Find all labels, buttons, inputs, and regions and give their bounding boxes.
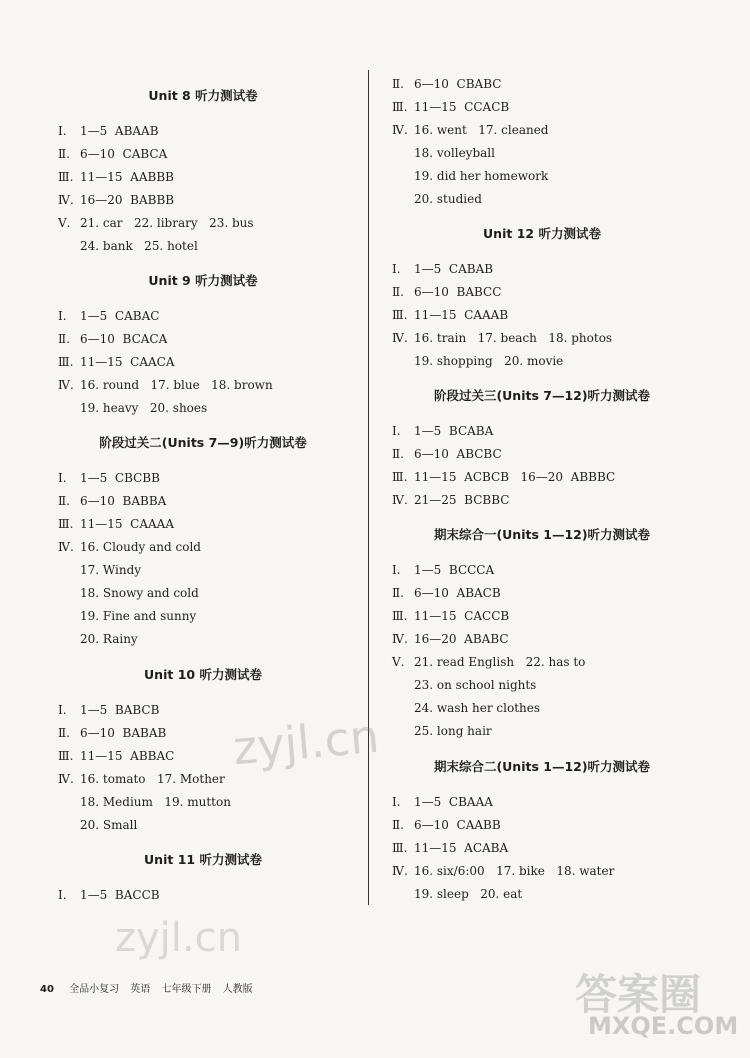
answer-text: 6—10 BABCC xyxy=(414,285,502,299)
section-title: 期末综合二(Units 1—12)听力测试卷 xyxy=(433,759,651,774)
answer-line xyxy=(58,192,174,208)
answer-text: 11—15 CAAAB xyxy=(414,308,509,322)
answer-text: 16. tomato 17. Mother xyxy=(80,772,225,786)
question-group-number: Ⅰ. xyxy=(392,424,401,438)
answer-text: 11—15 CACCB xyxy=(414,609,510,623)
answer-text: 18. volleyball xyxy=(414,146,495,160)
answer-line xyxy=(392,261,493,277)
question-group-number: Ⅰ. xyxy=(392,262,401,276)
answer-text: 6—10 BCACA xyxy=(80,332,168,346)
answer-line xyxy=(414,886,522,902)
question-group-number: Ⅳ. xyxy=(392,864,408,878)
question-group-number: Ⅳ. xyxy=(392,632,408,646)
page-number: 40 xyxy=(40,984,54,995)
answer-text: 23. on school nights xyxy=(414,678,537,692)
question-group-number: Ⅲ. xyxy=(392,470,408,484)
answer-line xyxy=(58,123,159,139)
answer-line xyxy=(414,191,482,207)
answer-text: 11—15 ACBCB 16—20 ABBBC xyxy=(414,470,616,484)
answer-text: 25. long hair xyxy=(414,724,492,738)
answer-text: 21. read English 22. has to xyxy=(414,655,586,669)
question-group-number: Ⅳ. xyxy=(392,331,408,345)
question-group-number: Ⅱ. xyxy=(392,77,404,91)
question-group-number: Ⅱ. xyxy=(58,726,70,740)
answer-line xyxy=(58,146,167,162)
answer-line xyxy=(58,516,174,532)
answer-line xyxy=(392,585,501,601)
column-divider xyxy=(368,70,369,905)
answer-text: 16—20 BABBB xyxy=(80,193,175,207)
question-group-number: Ⅲ. xyxy=(392,308,408,322)
answer-line xyxy=(414,723,492,739)
answer-text: 16—20 ABABC xyxy=(414,632,509,646)
question-group-number: Ⅰ. xyxy=(58,888,67,902)
answer-text: 1—5 CBAAA xyxy=(414,795,493,809)
answer-text: 20. Small xyxy=(80,818,138,832)
answer-line xyxy=(392,76,501,92)
answer-line xyxy=(80,400,207,416)
watermark-mxqe: MXQE.COM xyxy=(588,1012,739,1040)
section-title: Unit 12 听力测试卷 xyxy=(483,226,601,241)
grade-name: 七年级下册 xyxy=(161,984,212,995)
answer-line xyxy=(414,168,548,184)
answer-line xyxy=(392,817,501,833)
answer-text: 11—15 CCACB xyxy=(414,100,510,114)
answer-line xyxy=(392,122,549,138)
answer-text: 6—10 ABACB xyxy=(414,586,501,600)
answer-line xyxy=(392,307,508,323)
edition-name: 人教版 xyxy=(222,984,253,995)
answer-text: 11—15 CAACA xyxy=(80,355,175,369)
answer-text: 21—25 BCBBC xyxy=(414,493,510,507)
answer-line xyxy=(58,470,160,486)
answer-line xyxy=(392,284,501,300)
answer-line xyxy=(392,330,612,346)
answer-line xyxy=(392,99,509,115)
question-group-number: Ⅳ. xyxy=(392,123,408,137)
answer-text: 16. six/6:00 17. bike 18. water xyxy=(414,864,615,878)
answer-line xyxy=(414,700,540,716)
answer-line xyxy=(392,469,615,485)
question-group-number: Ⅲ. xyxy=(392,609,408,623)
answer-line xyxy=(58,377,273,393)
question-group-number: Ⅱ. xyxy=(58,332,70,346)
answer-text: 20. Rainy xyxy=(80,632,138,646)
answer-line xyxy=(58,748,174,764)
answer-text: 19. sleep 20. eat xyxy=(414,887,523,901)
answer-line xyxy=(392,794,493,810)
answer-line xyxy=(58,215,254,231)
answer-line xyxy=(392,492,509,508)
answer-line xyxy=(58,331,167,347)
question-group-number: Ⅱ. xyxy=(58,147,70,161)
answer-line xyxy=(58,771,225,787)
answer-text: 18. Medium 19. mutton xyxy=(80,795,231,809)
section-title: 阶段过关三(Units 7—12)听力测试卷 xyxy=(433,388,651,403)
page-footer xyxy=(40,980,261,995)
answer-text: 17. Windy xyxy=(80,563,142,577)
question-group-number: Ⅰ. xyxy=(58,471,67,485)
question-group-number: Ⅲ. xyxy=(58,170,74,184)
question-group-number: Ⅱ. xyxy=(392,586,404,600)
question-group-number: Ⅱ. xyxy=(392,818,404,832)
question-group-number: Ⅴ. xyxy=(392,655,405,669)
answer-text: 6—10 CAABB xyxy=(414,818,501,832)
answer-text: 24. bank 25. hotel xyxy=(80,239,198,253)
answer-line xyxy=(392,840,508,856)
answer-text: 11—15 AABBB xyxy=(80,170,174,184)
answer-line xyxy=(392,608,509,624)
answer-line xyxy=(80,794,231,810)
subject-name: 英语 xyxy=(130,984,151,995)
question-group-number: Ⅳ. xyxy=(58,193,74,207)
answer-text: 1—5 BCABA xyxy=(414,424,494,438)
question-group-number: Ⅴ. xyxy=(58,216,71,230)
question-group-number: Ⅲ. xyxy=(58,517,74,531)
answer-text: 6—10 CABCA xyxy=(80,147,168,161)
question-group-number: Ⅰ. xyxy=(392,563,401,577)
answer-text: 11—15 CAAAA xyxy=(80,517,175,531)
question-group-number: Ⅰ. xyxy=(58,124,67,138)
answer-text: 1—5 CABAB xyxy=(414,262,494,276)
question-group-number: Ⅱ. xyxy=(58,494,70,508)
answer-text: 19. heavy 20. shoes xyxy=(80,401,208,415)
question-group-number: Ⅰ. xyxy=(392,795,401,809)
question-group-number: Ⅰ. xyxy=(58,309,67,323)
answer-text: 1—5 ABAAB xyxy=(80,124,159,138)
series-name: 全品小复习 xyxy=(69,984,120,995)
answer-line xyxy=(58,308,159,324)
answer-text: 11—15 ABBAC xyxy=(80,749,175,763)
question-group-number: Ⅳ. xyxy=(58,378,74,392)
section-title: Unit 10 听力测试卷 xyxy=(144,667,262,682)
answer-text: 6—10 BABAB xyxy=(80,726,167,740)
answer-text: 21. car 22. library 23. bus xyxy=(80,216,254,230)
answer-text: 1—5 BABCB xyxy=(80,703,160,717)
section-title: Unit 9 听力测试卷 xyxy=(148,273,258,288)
answer-line xyxy=(80,585,199,601)
answer-text: 6—10 CBABC xyxy=(414,77,502,91)
watermark-logo-daanquan: 答案圈 xyxy=(575,970,702,1019)
answer-line xyxy=(80,608,196,624)
answer-line xyxy=(58,539,201,555)
section-title: Unit 11 听力测试卷 xyxy=(144,852,262,867)
answer-text: 16. Cloudy and cold xyxy=(80,540,201,554)
question-group-number: Ⅲ. xyxy=(58,749,74,763)
answer-line xyxy=(80,817,137,833)
answer-text: 18. Snowy and cold xyxy=(80,586,199,600)
answer-text: 6—10 ABCBC xyxy=(414,447,502,461)
watermark-zyjl-bottom: zyjl.cn xyxy=(115,915,242,961)
answer-line xyxy=(414,677,536,693)
answer-line xyxy=(392,562,494,578)
question-group-number: Ⅲ. xyxy=(58,355,74,369)
answer-line xyxy=(392,863,614,879)
question-group-number: Ⅲ. xyxy=(392,100,408,114)
answer-line xyxy=(392,446,502,462)
answer-text: 19. shopping 20. movie xyxy=(414,354,564,368)
question-group-number: Ⅲ. xyxy=(392,841,408,855)
answer-text: 11—15 ACABA xyxy=(414,841,509,855)
answer-text: 19. did her homework xyxy=(414,169,549,183)
answer-line xyxy=(80,238,198,254)
section-title: 阶段过关二(Units 7—9)听力测试卷 xyxy=(99,435,307,450)
answer-line xyxy=(392,423,493,439)
watermark-zyjl: zyjl.cn xyxy=(230,708,382,776)
answer-text: 16. train 17. beach 18. photos xyxy=(414,331,613,345)
question-group-number: Ⅰ. xyxy=(58,703,67,717)
answer-line xyxy=(392,631,509,647)
answer-line xyxy=(58,702,159,718)
answer-text: 1—5 CBCBB xyxy=(80,471,160,485)
question-group-number: Ⅱ. xyxy=(392,285,404,299)
answer-line xyxy=(58,169,174,185)
answer-text: 16. round 17. blue 18. brown xyxy=(80,378,273,392)
answer-text: 16. went 17. cleaned xyxy=(414,123,549,137)
answer-line xyxy=(392,654,585,670)
answer-text: 6—10 BABBA xyxy=(80,494,167,508)
question-group-number: Ⅳ. xyxy=(58,772,74,786)
answer-text: 24. wash her clothes xyxy=(414,701,540,715)
answer-text: 1—5 BACCB xyxy=(80,888,160,902)
question-group-number: Ⅳ. xyxy=(58,540,74,554)
question-group-number: Ⅳ. xyxy=(392,493,408,507)
answer-line xyxy=(80,631,138,647)
answer-line xyxy=(58,725,166,741)
section-title: 期末综合一(Units 1—12)听力测试卷 xyxy=(433,527,651,542)
answer-line xyxy=(414,353,563,369)
answer-text: 1—5 BCCCA xyxy=(414,563,495,577)
section-title: Unit 8 听力测试卷 xyxy=(148,88,258,103)
question-group-number: Ⅱ. xyxy=(392,447,404,461)
answer-line xyxy=(58,887,160,903)
answer-line xyxy=(58,354,175,370)
answer-line xyxy=(414,145,495,161)
answer-text: 19. Fine and sunny xyxy=(80,609,197,623)
answer-line xyxy=(80,562,141,578)
answer-text: 20. studied xyxy=(414,192,482,206)
answer-text: 1—5 CABAC xyxy=(80,309,160,323)
answer-line xyxy=(58,493,166,509)
